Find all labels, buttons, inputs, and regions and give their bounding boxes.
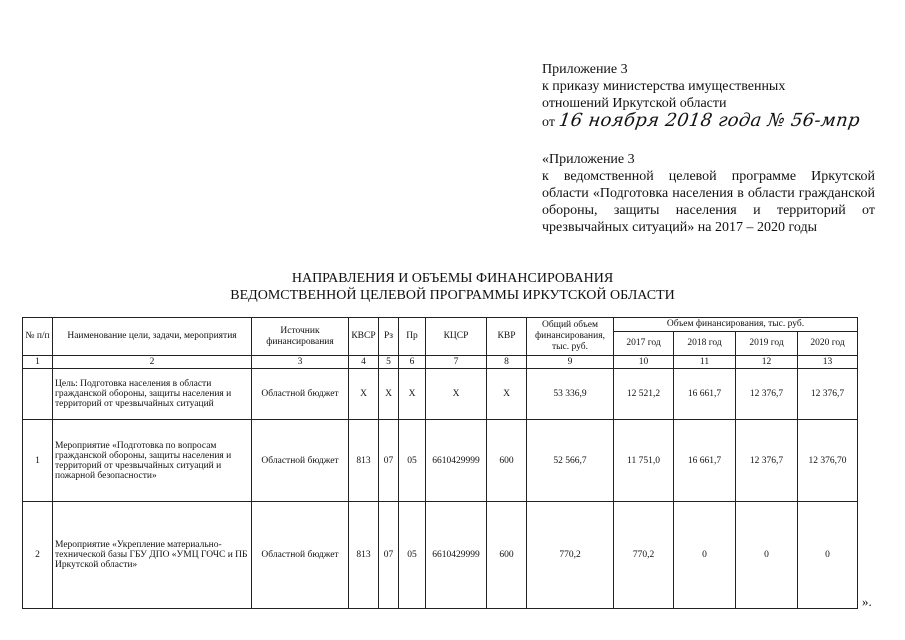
- cell-kvsr: X: [349, 369, 379, 420]
- col-number: 7: [426, 356, 487, 369]
- col-number: 4: [349, 356, 379, 369]
- appendix-order-line1: Приложение 3: [542, 62, 628, 77]
- cell-total: 53 336,9: [527, 369, 614, 420]
- header-num: № п/п: [23, 318, 53, 356]
- cell-num: 2: [23, 502, 53, 609]
- header-kvr: КВР: [487, 318, 527, 356]
- header-2020: 2020 год: [798, 332, 858, 356]
- cell-2018: 16 661,7: [674, 420, 736, 502]
- appendix-order-line3: отношений Иркутской области: [542, 96, 727, 111]
- cell-rz: 07: [379, 420, 399, 502]
- appendix-program-text: к ведомственной целевой программе Иркутской области «Подготовка населения в области гражданской обороны, защиты населения и территорий от чрезвычайных ситуаций» на 2017 – 2020 годы: [542, 169, 875, 235]
- cell-kvr: 600: [487, 420, 527, 502]
- header-kcsr: КЦСР: [426, 318, 487, 356]
- cell-source: Областной бюджет: [252, 420, 349, 502]
- header-name: Наименование цели, задачи, мероприятия: [53, 318, 252, 356]
- handwritten-date-number: 16 ноября 2018 года № 56-мпр: [557, 110, 862, 131]
- table-row: [23, 502, 858, 609]
- header-total: Общий объем финансирования, тыс. руб.: [527, 318, 614, 356]
- cell-pr: X: [399, 369, 426, 420]
- table-row: [23, 369, 858, 420]
- header-rz: Рз: [379, 318, 399, 356]
- title-line1: НАПРАВЛЕНИЯ И ОБЪЕМЫ ФИНАНСИРОВАНИЯ: [291, 271, 614, 286]
- cell-kvsr: 813: [349, 502, 379, 609]
- col-number: 10: [614, 356, 674, 369]
- col-number: 13: [798, 356, 858, 369]
- cell-2019: 0: [736, 502, 798, 609]
- appendix-order-date-line: [542, 112, 860, 131]
- cell-pr: 05: [399, 420, 426, 502]
- header-volume: Объем финансирования, тыс. руб.: [614, 318, 858, 332]
- financing-table: [22, 317, 858, 609]
- cell-2019: 12 376,7: [736, 420, 798, 502]
- cell-name: Мероприятие «Укрепление материально-технической базы ГБУ ДПО «УМЦ ГОЧС и ПБ Иркутской области»: [53, 502, 252, 609]
- cell-kvr: 600: [487, 502, 527, 609]
- header-2017: 2017 год: [614, 332, 674, 356]
- cell-total: 770,2: [527, 502, 614, 609]
- cell-total: 52 566,7: [527, 420, 614, 502]
- cell-2018: 16 661,7: [674, 369, 736, 420]
- cell-kcsr: 6610429999: [426, 420, 487, 502]
- col-number: 3: [252, 356, 349, 369]
- cell-kvr: X: [487, 369, 527, 420]
- cell-2018: 0: [674, 502, 736, 609]
- cell-2017: 11 751,0: [614, 420, 674, 502]
- header-2019: 2019 год: [736, 332, 798, 356]
- col-number: 1: [23, 356, 53, 369]
- col-number: 5: [379, 356, 399, 369]
- date-prefix: от: [542, 115, 555, 130]
- cell-kcsr: 6610429999: [426, 502, 487, 609]
- cell-name: Мероприятие «Подготовка по вопросам гражданской обороны, защиты населения и территорий от чрезвычайных ситуаций и пожарной безопасности»: [53, 420, 252, 502]
- col-number: 11: [674, 356, 736, 369]
- col-number: 8: [487, 356, 527, 369]
- cell-pr: 05: [399, 502, 426, 609]
- appendix-order-line2: к приказу министерства имущественных: [542, 79, 786, 94]
- header-kvsr: КВСР: [349, 318, 379, 356]
- cell-name: Цель: Подготовка населения в области гражданской обороны, защиты населения и территорий от чрезвычайных ситуаций: [53, 369, 252, 420]
- header-2018: 2018 год: [674, 332, 736, 356]
- col-number: 2: [53, 356, 252, 369]
- title-line2: ВЕДОМСТВЕННОЙ ЦЕЛЕВОЙ ПРОГРАММЫ ИРКУТСКОЙ ОБЛАСТИ: [230, 288, 675, 303]
- appendix-order-block: [542, 61, 860, 131]
- cell-num: 1: [23, 420, 53, 502]
- cell-rz: 07: [379, 502, 399, 609]
- cell-num: [23, 369, 53, 420]
- col-number: 9: [527, 356, 614, 369]
- col-number: 12: [736, 356, 798, 369]
- document-title: [200, 270, 705, 304]
- header-source: Источник финансирования: [252, 318, 349, 356]
- cell-rz: X: [379, 369, 399, 420]
- cell-kcsr: X: [426, 369, 487, 420]
- appendix-program-line1: «Приложение 3: [542, 152, 635, 167]
- table-row: [23, 420, 858, 502]
- cell-source: Областной бюджет: [252, 502, 349, 609]
- cell-2019: 12 376,7: [736, 369, 798, 420]
- column-number-row: [23, 356, 858, 369]
- cell-2020: 12 376,70: [798, 420, 858, 502]
- cell-2017: 770,2: [614, 502, 674, 609]
- header-pr: Пр: [399, 318, 426, 356]
- col-number: 6: [399, 356, 426, 369]
- cell-2020: 0: [798, 502, 858, 609]
- cell-2020: 12 376,7: [798, 369, 858, 420]
- appendix-program-block: [542, 151, 875, 236]
- closing-quote-mark: ».: [862, 594, 872, 609]
- cell-2017: 12 521,2: [614, 369, 674, 420]
- cell-source: Областной бюджет: [252, 369, 349, 420]
- cell-kvsr: 813: [349, 420, 379, 502]
